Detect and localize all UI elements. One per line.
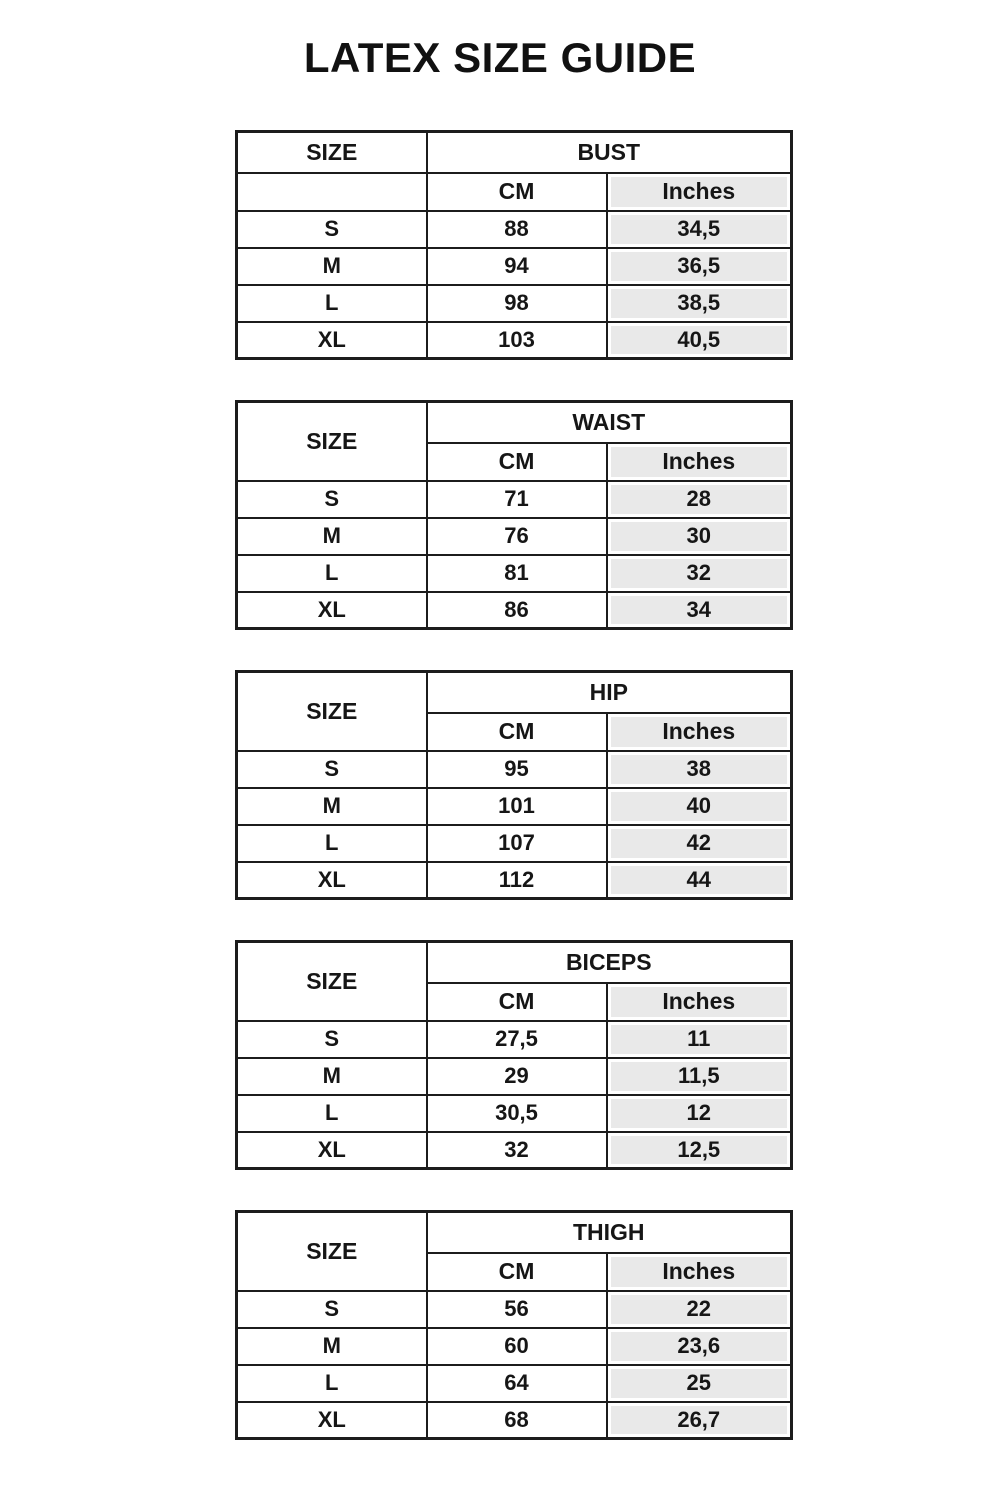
size-column-empty-cell [237,173,427,211]
size-label-cell: M [237,1058,427,1095]
table-row [237,1058,792,1095]
cm-value-cell: 64 [427,1365,607,1402]
measure-header: BICEPS [427,942,792,983]
size-label-cell: M [237,1328,427,1365]
inches-unit-header: Inches [607,983,792,1021]
inches-value-cell: 11,5 [607,1058,792,1095]
cm-value-cell: 32 [427,1132,607,1169]
size-table-bust [235,130,793,360]
cm-unit-header: CM [427,713,607,751]
size-label-cell: S [237,1021,427,1058]
table-row [237,211,792,248]
inches-value-cell: 25 [607,1365,792,1402]
table-row [237,1095,792,1132]
cm-value-cell: 27,5 [427,1021,607,1058]
inches-value-cell: 44 [607,862,792,899]
size-label-cell: L [237,1095,427,1132]
table-row [237,481,792,518]
size-label-cell: S [237,1291,427,1328]
cm-value-cell: 71 [427,481,607,518]
size-column-header: SIZE [237,672,427,751]
inches-value-cell: 22 [607,1291,792,1328]
size-label-cell: M [237,788,427,825]
inches-unit-header: Inches [607,173,792,211]
table-row [237,1291,792,1328]
inches-value-cell: 32 [607,555,792,592]
inches-value-cell: 23,6 [607,1328,792,1365]
size-tables-container [235,130,790,1480]
table-row [237,1328,792,1365]
table-row [237,518,792,555]
cm-value-cell: 112 [427,862,607,899]
size-label-cell: XL [237,862,427,899]
cm-unit-header: CM [427,443,607,481]
inches-value-cell: 34 [607,592,792,629]
size-label-cell: XL [237,592,427,629]
size-label-cell: S [237,481,427,518]
size-table-waist [235,400,793,630]
cm-value-cell: 68 [427,1402,607,1439]
measure-header: WAIST [427,402,792,443]
cm-value-cell: 95 [427,751,607,788]
cm-value-cell: 56 [427,1291,607,1328]
size-label-cell: L [237,285,427,322]
table-row [237,1402,792,1439]
inches-value-cell: 40 [607,788,792,825]
table-row [237,592,792,629]
size-table-thigh [235,1210,793,1440]
size-column-header: SIZE [237,402,427,481]
size-table-hip [235,670,793,900]
table-row [237,1132,792,1169]
cm-value-cell: 94 [427,248,607,285]
inches-value-cell: 26,7 [607,1402,792,1439]
page-title: LATEX SIZE GUIDE [303,34,697,81]
table-row [237,322,792,359]
measure-header: BUST [427,132,792,173]
cm-unit-header: CM [427,173,607,211]
table-row [237,248,792,285]
size-label-cell: XL [237,1402,427,1439]
cm-value-cell: 86 [427,592,607,629]
measure-header: HIP [427,672,792,713]
size-column-header: SIZE [237,942,427,1021]
cm-value-cell: 88 [427,211,607,248]
size-column-header: SIZE [237,132,427,173]
table-row [237,788,792,825]
inches-value-cell: 12 [607,1095,792,1132]
cm-value-cell: 30,5 [427,1095,607,1132]
cm-value-cell: 101 [427,788,607,825]
inches-value-cell: 28 [607,481,792,518]
inches-value-cell: 38,5 [607,285,792,322]
size-column-header: SIZE [237,1212,427,1291]
inches-unit-header: Inches [607,443,792,481]
inches-value-cell: 40,5 [607,322,792,359]
cm-value-cell: 98 [427,285,607,322]
size-label-cell: S [237,211,427,248]
inches-value-cell: 12,5 [607,1132,792,1169]
inches-value-cell: 34,5 [607,211,792,248]
table-row [237,825,792,862]
size-label-cell: S [237,751,427,788]
cm-value-cell: 60 [427,1328,607,1365]
size-label-cell: L [237,825,427,862]
size-label-cell: M [237,248,427,285]
table-row [237,1365,792,1402]
table-row [237,555,792,592]
size-label-cell: L [237,1365,427,1402]
cm-unit-header: CM [427,1253,607,1291]
cm-value-cell: 107 [427,825,607,862]
inches-unit-header: Inches [607,713,792,751]
table-row [237,285,792,322]
inches-value-cell: 30 [607,518,792,555]
table-row [237,862,792,899]
cm-unit-header: CM [427,983,607,1021]
inches-unit-header: Inches [607,1253,792,1291]
cm-value-cell: 103 [427,322,607,359]
cm-value-cell: 81 [427,555,607,592]
cm-value-cell: 29 [427,1058,607,1095]
inches-value-cell: 42 [607,825,792,862]
size-label-cell: M [237,518,427,555]
inches-value-cell: 36,5 [607,248,792,285]
cm-value-cell: 76 [427,518,607,555]
size-table-biceps [235,940,793,1170]
size-label-cell: XL [237,1132,427,1169]
size-label-cell: L [237,555,427,592]
measure-header: THIGH [427,1212,792,1253]
size-label-cell: XL [237,322,427,359]
inches-value-cell: 11 [607,1021,792,1058]
table-row [237,751,792,788]
table-row [237,1021,792,1058]
inches-value-cell: 38 [607,751,792,788]
